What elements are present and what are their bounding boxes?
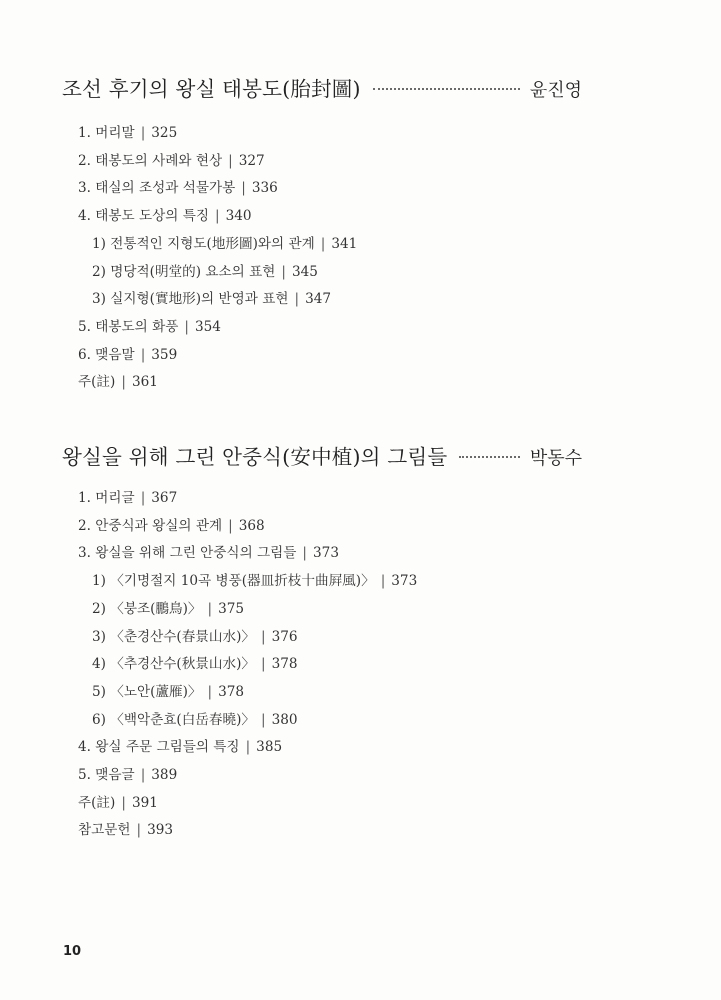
section-title: 왕실을 위해 그린 안중식(安中植)의 그림들 [62, 445, 448, 469]
toc-entry [78, 124, 177, 142]
toc-entry-page: 340 [225, 208, 252, 225]
toc-entry-label: 4. 왕실 주문 그림들의 특징 [78, 739, 240, 756]
toc-entry-page: 368 [238, 517, 265, 534]
toc-entry-page: 359 [151, 346, 178, 363]
toc-entry-page: 336 [251, 180, 278, 197]
toc-entry [92, 263, 318, 281]
toc-separator: | [228, 152, 233, 169]
toc-entry [92, 628, 298, 646]
dot-leader [459, 456, 519, 458]
toc-entry-label: 3. 왕실을 위해 그린 안중식의 그림들 [78, 545, 297, 562]
toc-separator: | [380, 573, 386, 590]
toc-entry [92, 711, 298, 729]
toc-entry-label: 3) 실지형(實地形)의 반영과 표현 [92, 291, 289, 308]
section-header [62, 440, 582, 476]
toc-entry-label: 주(註) [78, 374, 116, 391]
toc-separator: | [215, 208, 220, 225]
toc-separator: | [260, 628, 266, 645]
toc-entry [78, 821, 173, 839]
toc-entry-label: 2. 태봉도의 사례와 현상 [78, 152, 223, 169]
toc-entry-label: 1) 〈기명절지 10곡 병풍(器皿折枝十曲屛風)〉 [92, 573, 375, 590]
toc-entry [78, 152, 265, 170]
toc-entry-label: 2. 안중식과 왕실의 관계 [78, 517, 223, 534]
toc-entry [78, 544, 339, 562]
toc-separator: | [121, 374, 126, 391]
toc-entry [92, 572, 417, 590]
page-number: 10 [63, 944, 82, 959]
toc-entry-label: 주(註) [78, 794, 116, 811]
toc-entry-page: 393 [147, 822, 174, 839]
toc-separator: | [260, 656, 266, 673]
section-header [62, 72, 582, 108]
toc-entry-label: 3. 태실의 조성과 석물가봉 [78, 180, 236, 197]
toc-entry-page: 391 [131, 794, 158, 811]
toc-separator: | [140, 490, 146, 506]
toc-entry-page: 389 [151, 767, 178, 783]
toc-entry-page: 373 [313, 545, 339, 562]
toc-separator: | [121, 794, 126, 811]
toc-entry-page: 341 [331, 235, 358, 252]
toc-entry [78, 794, 158, 812]
toc-entry-label: 1) 전통적인 지형도(地形圖)와의 관계 [92, 235, 315, 252]
dot-leader [373, 88, 520, 90]
section-title: 조선 후기의 왕실 태봉도(胎封圖) [62, 77, 361, 101]
toc-entry-label: 3) 〈춘경산수(春景山水)〉 [92, 628, 255, 645]
toc-entry [78, 373, 158, 391]
toc-separator: | [184, 318, 189, 335]
toc-separator: | [241, 180, 246, 197]
toc-entry [78, 738, 282, 756]
toc-entry-page: 367 [151, 490, 178, 506]
toc-entry [78, 766, 177, 784]
toc-entry [92, 235, 357, 253]
toc-entry [78, 207, 252, 225]
toc-entry [92, 290, 331, 308]
toc-entry [78, 517, 265, 535]
toc-entry-page: 380 [271, 711, 298, 728]
toc-entry-page: 347 [305, 291, 332, 308]
toc-entry-label: 1. 머리말 [78, 125, 135, 141]
toc-entry-page: 378 [271, 656, 298, 673]
toc-separator: | [320, 235, 326, 252]
toc-entry-page: 378 [218, 683, 245, 700]
toc-separator: | [207, 600, 213, 617]
toc-entry-label: 참고문헌 [78, 822, 131, 839]
section-author: 윤진영 [529, 80, 582, 101]
toc-entry-page: 361 [131, 374, 158, 391]
toc-entry-label: 4. 태봉도 도상의 특징 [78, 208, 209, 225]
toc-entry [92, 683, 244, 701]
toc-entry-label: 5) 〈노안(蘆雁)〉 [92, 683, 202, 700]
toc-separator: | [281, 263, 286, 280]
toc-entry-label: 6) 〈백악춘효(白岳春曉)〉 [92, 711, 255, 728]
toc-entry-page: 327 [238, 152, 265, 169]
toc-entry-page: 354 [195, 318, 221, 335]
toc-separator: | [302, 545, 308, 562]
toc-entry [78, 318, 221, 336]
toc-entry-label: 2) 명당적(明堂的) 요소의 표현 [92, 263, 276, 280]
toc-separator: | [140, 767, 146, 783]
toc-entry [78, 346, 177, 364]
toc-entry-page: 376 [271, 628, 298, 645]
toc-entry-label: 1. 머리글 [78, 490, 135, 506]
toc-entry [92, 655, 298, 673]
section-author: 박동수 [529, 448, 582, 469]
toc-separator: | [140, 125, 146, 141]
toc-separator: | [207, 683, 213, 700]
toc-separator: | [245, 739, 251, 756]
toc-entry-label: 6. 맺음말 [78, 346, 135, 363]
toc-entry-label: 2) 〈붕조(鵬鳥)〉 [92, 600, 202, 617]
toc-separator: | [260, 711, 266, 728]
toc-separator: | [136, 822, 142, 839]
toc-entry-label: 4) 〈추경산수(秋景山水)〉 [92, 656, 255, 673]
toc-entry-page: 385 [256, 739, 283, 756]
toc-separator: | [140, 346, 146, 363]
toc-entry [92, 600, 244, 618]
toc-separator: | [228, 517, 233, 534]
toc-entry-label: 5. 맺음글 [78, 767, 135, 783]
toc-entry-page: 325 [151, 125, 178, 141]
toc-separator: | [294, 291, 300, 308]
toc-entry [78, 179, 278, 197]
toc-entry [78, 489, 177, 507]
toc-entry-page: 375 [218, 600, 245, 617]
toc-entry-page: 373 [391, 573, 418, 590]
toc-entry-page: 345 [291, 263, 318, 280]
toc-entry-label: 5. 태봉도의 화풍 [78, 318, 179, 335]
